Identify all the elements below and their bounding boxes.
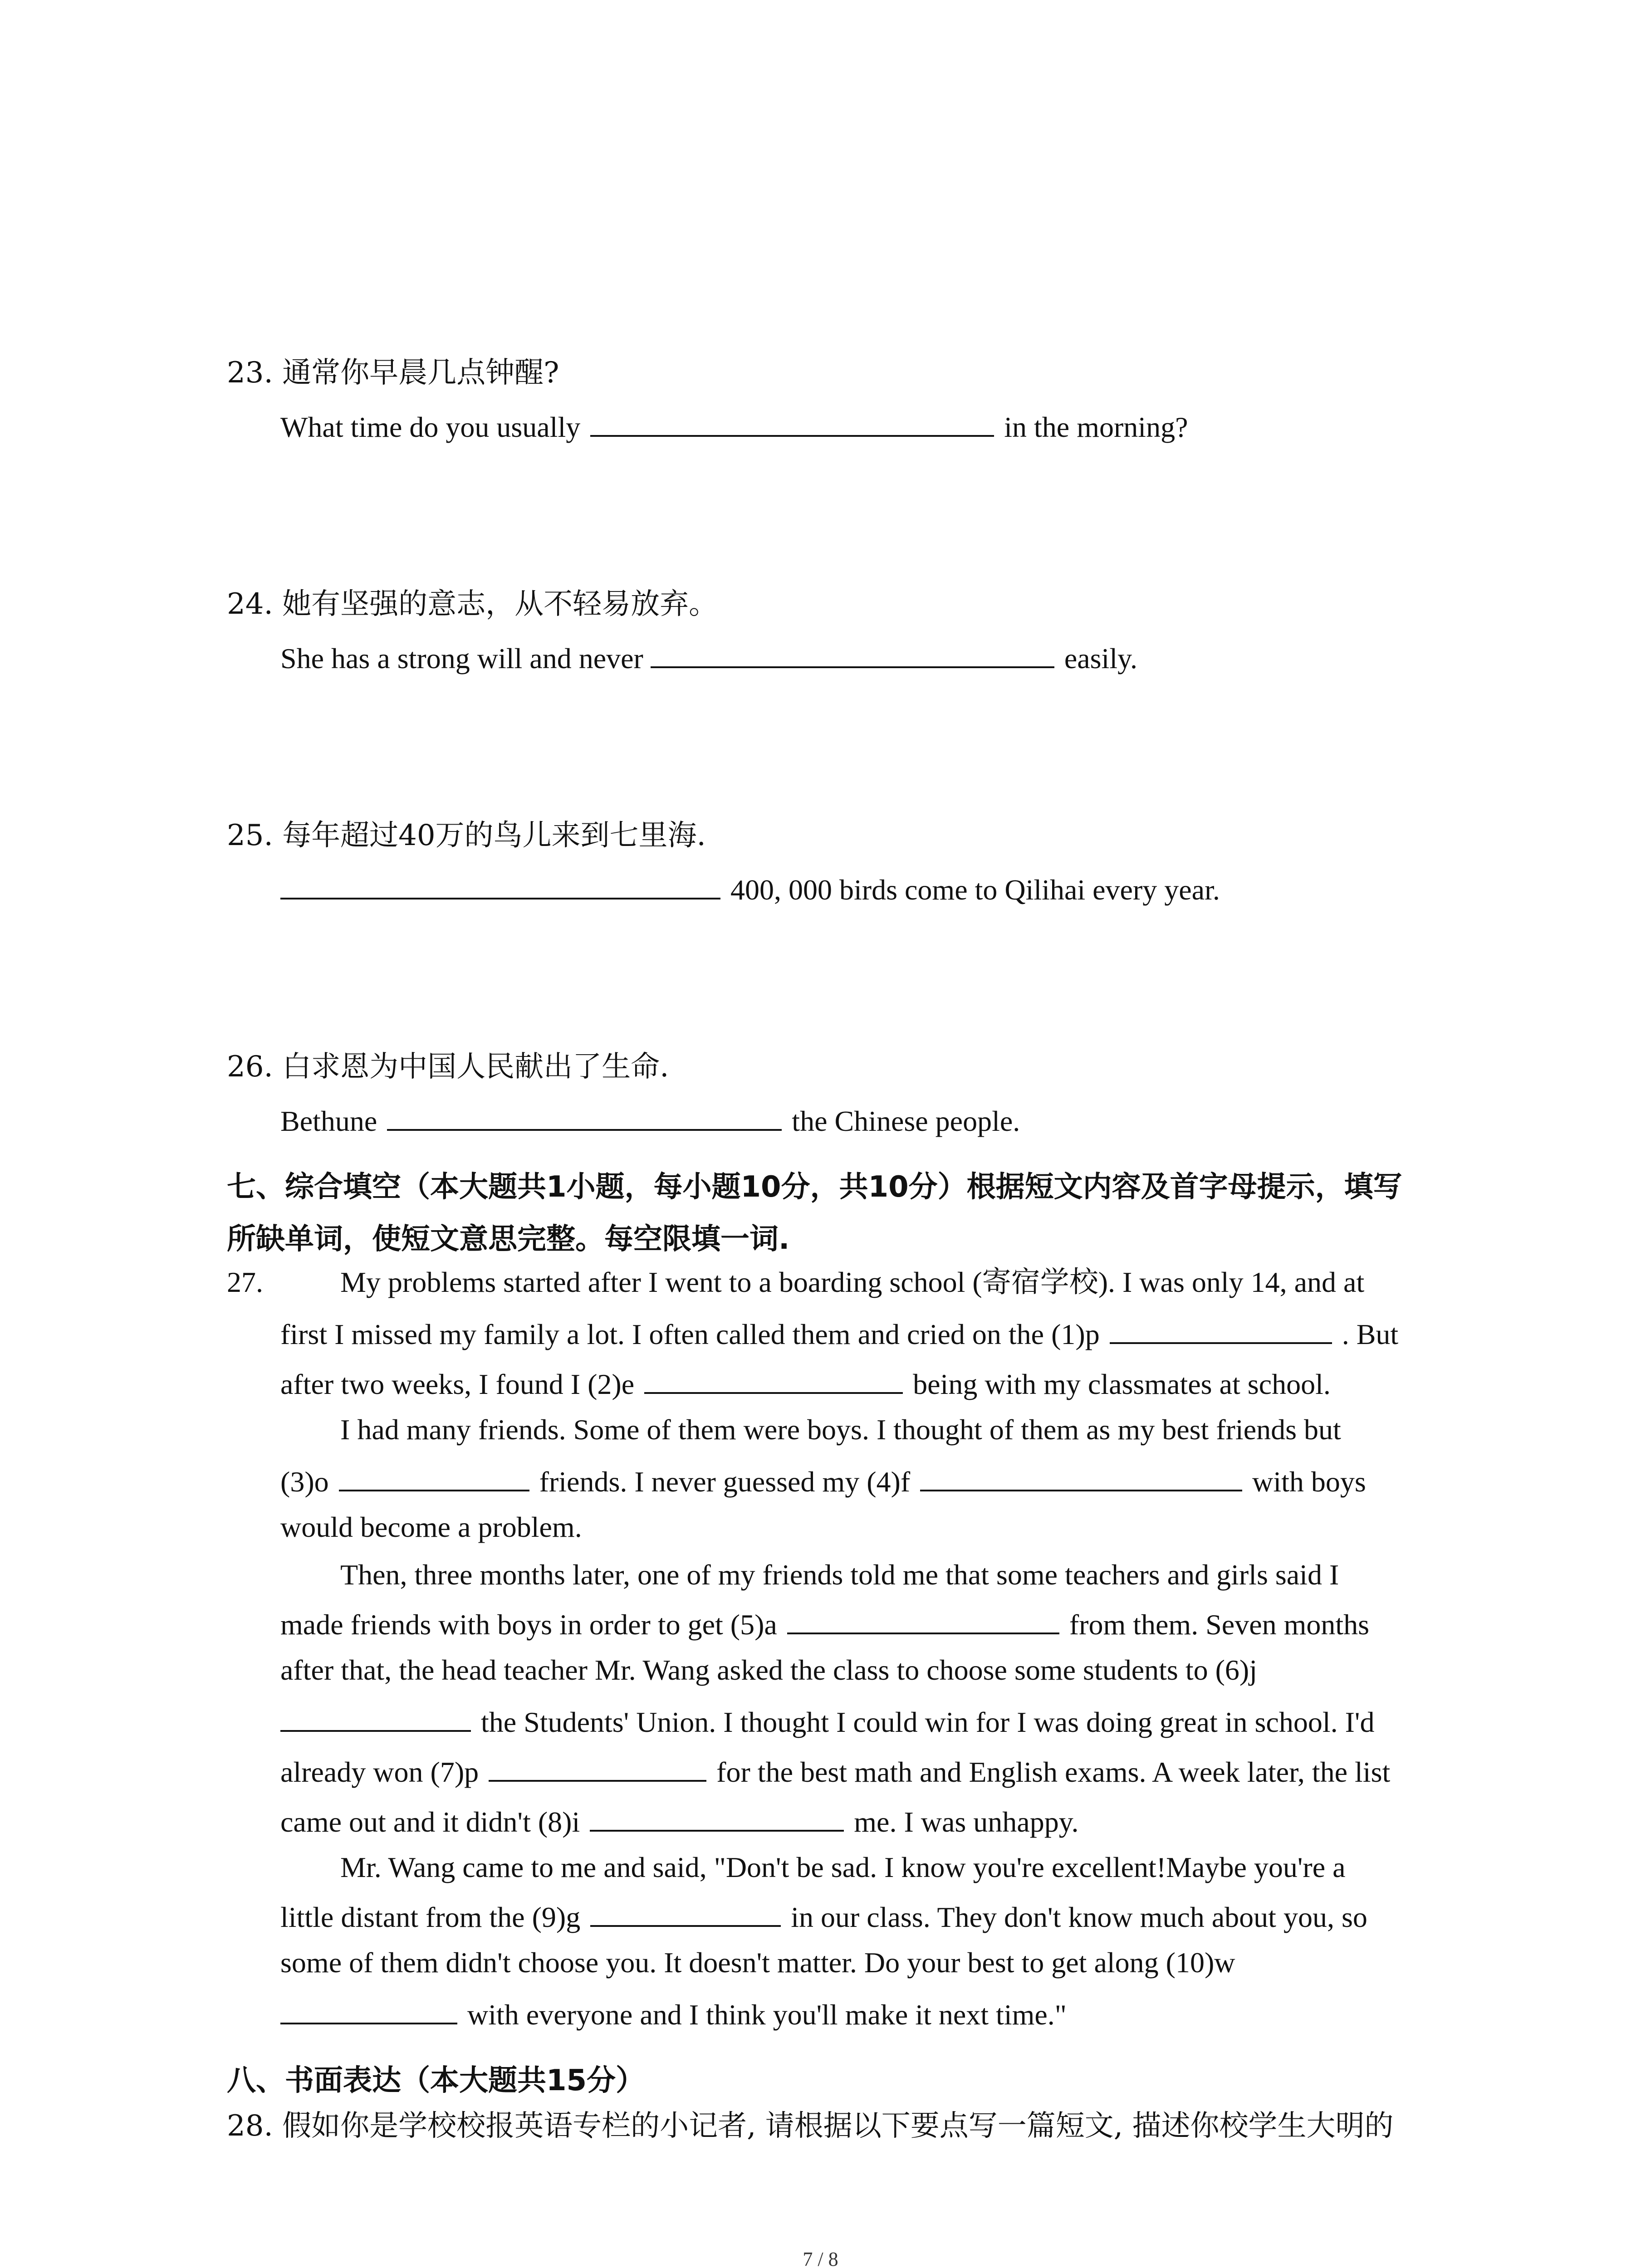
- q26-text-after: the Chinese people.: [792, 1105, 1020, 1137]
- q27-line-2-text: first I missed my family a lot. I often called them and cried on the (1)p: [280, 1318, 1100, 1350]
- section-7-heading-line1: 七、综合填空（本大题共1小题，每小题10分，共10分）根据短文内容及首字母提示，填写: [227, 1170, 1402, 1204]
- q26-text-before: Bethune: [280, 1105, 377, 1137]
- q27-line-1: My problems started after I went to a boarding school (寄宿学校). I was only 14, and at: [340, 1266, 1365, 1298]
- blank-9[interactable]: [590, 1901, 781, 1927]
- q27-line-12: [280, 1805, 1079, 1837]
- question-26-chinese: 26. 白求恩为中国人民献出了生命.: [227, 1050, 669, 1084]
- q27-line-2: [280, 1318, 1398, 1349]
- question-23-chinese: 23. 通常你早晨几点钟醒?: [227, 356, 559, 390]
- question-25-chinese: 25. 每年超过40万的鸟儿来到七里海.: [227, 819, 706, 852]
- q26-answer-blank[interactable]: [387, 1105, 782, 1131]
- q27-line-11: [280, 1755, 1390, 1787]
- blank-3[interactable]: [339, 1465, 529, 1491]
- q27-line-2-end: . But: [1342, 1318, 1399, 1350]
- q27-line-3-text: after two weeks, I found I (2)e: [280, 1368, 635, 1400]
- question-25-english: [280, 873, 1220, 904]
- question-23-english: [280, 411, 1188, 442]
- blank-6[interactable]: [280, 1706, 471, 1732]
- question-24-chinese: 24. 她有坚强的意志，从不轻易放弃。: [227, 587, 718, 621]
- q27-line-16: [280, 1998, 1067, 2029]
- q23-text-after: in the morning?: [1004, 411, 1188, 443]
- q27-line-8: [280, 1608, 1369, 1639]
- q24-text-after: easily.: [1064, 642, 1137, 675]
- section-8-heading: 八、书面表达（本大题共15分）: [227, 2064, 645, 2097]
- q24-text-before: She has a strong will and never: [280, 642, 643, 675]
- q27-line-5-mid: friends. I never guessed my (4)f: [539, 1466, 911, 1498]
- q27-line-6: would become a problem.: [280, 1511, 582, 1543]
- q27-line-3-end: being with my classmates at school.: [913, 1368, 1331, 1400]
- q27-line-4: I had many friends. Some of them were boys. I thought of them as my best friends but: [340, 1413, 1341, 1446]
- q27-line-7: Then, three months later, one of my friends told me that some teachers and girls said I: [340, 1559, 1339, 1591]
- blank-7[interactable]: [489, 1755, 706, 1782]
- q27-line-12-text: came out and it didn't (8)i: [280, 1806, 580, 1838]
- q27-line-3: [280, 1368, 1331, 1399]
- q27-line-14-text: little distant from the (9)g: [280, 1901, 581, 1933]
- blank-2[interactable]: [644, 1368, 903, 1394]
- question-27-number: 27.: [227, 1266, 263, 1298]
- blank-1[interactable]: [1110, 1318, 1332, 1344]
- blank-8[interactable]: [590, 1805, 844, 1832]
- q27-line-11-text: already won (7)p: [280, 1756, 479, 1788]
- q27-line-13: Mr. Wang came to me and said, "Don't be sad. I know you're excellent!Maybe you're a: [340, 1851, 1346, 1883]
- page-number: 7 / 8: [803, 2248, 838, 2268]
- q25-answer-blank[interactable]: [280, 873, 720, 899]
- q27-line-9: after that, the head teacher Mr. Wang asked the class to choose some students to (6)j: [280, 1654, 1257, 1686]
- q27-line-14: [280, 1901, 1367, 1932]
- q25-text-after: 400, 000 birds come to Qilihai every year.: [730, 874, 1220, 906]
- q27-line-10: [280, 1706, 1374, 1737]
- section-7-heading-line2: 所缺单词，使短文意思完整。每空限填一词.: [227, 1222, 790, 1256]
- q27-line-8-end: from them. Seven months: [1069, 1608, 1370, 1641]
- q27-line-10-text: the Students' Union. I thought I could win for I was doing great in school. I'd: [481, 1706, 1375, 1738]
- q27-line-8-text: made friends with boys in order to get (5)a: [280, 1608, 777, 1641]
- q27-line-12-end: me. I was unhappy.: [854, 1806, 1079, 1838]
- q27-line-5: [280, 1465, 1366, 1496]
- q27-line-5-end: with boys: [1252, 1466, 1366, 1498]
- q27-line-15: some of them didn't choose you. It doesn't matter. Do your best to get along (10)w: [280, 1946, 1235, 1979]
- blank-4[interactable]: [920, 1465, 1242, 1491]
- q23-text-before: What time do you usually: [280, 411, 581, 443]
- question-26-english: [280, 1105, 1020, 1136]
- q23-answer-blank[interactable]: [590, 411, 994, 437]
- blank-10[interactable]: [280, 1998, 457, 2024]
- q24-answer-blank[interactable]: [651, 642, 1054, 668]
- q27-line-11-end: for the best math and English exams. A week later, the list: [716, 1756, 1391, 1788]
- question-28-text: 28. 假如你是学校校报英语专栏的小记者, 请根据以下要点写一篇短文, 描述你校学生大明的: [227, 2109, 1394, 2143]
- q27-line-14-end: in our class. They don't know much about you, so: [791, 1901, 1367, 1933]
- blank-5[interactable]: [787, 1608, 1059, 1634]
- q27-line-5-text: (3)o: [280, 1466, 329, 1498]
- q27-line-16-text: with everyone and I think you'll make it next time.": [467, 1999, 1067, 2031]
- question-24-english: [280, 642, 1137, 673]
